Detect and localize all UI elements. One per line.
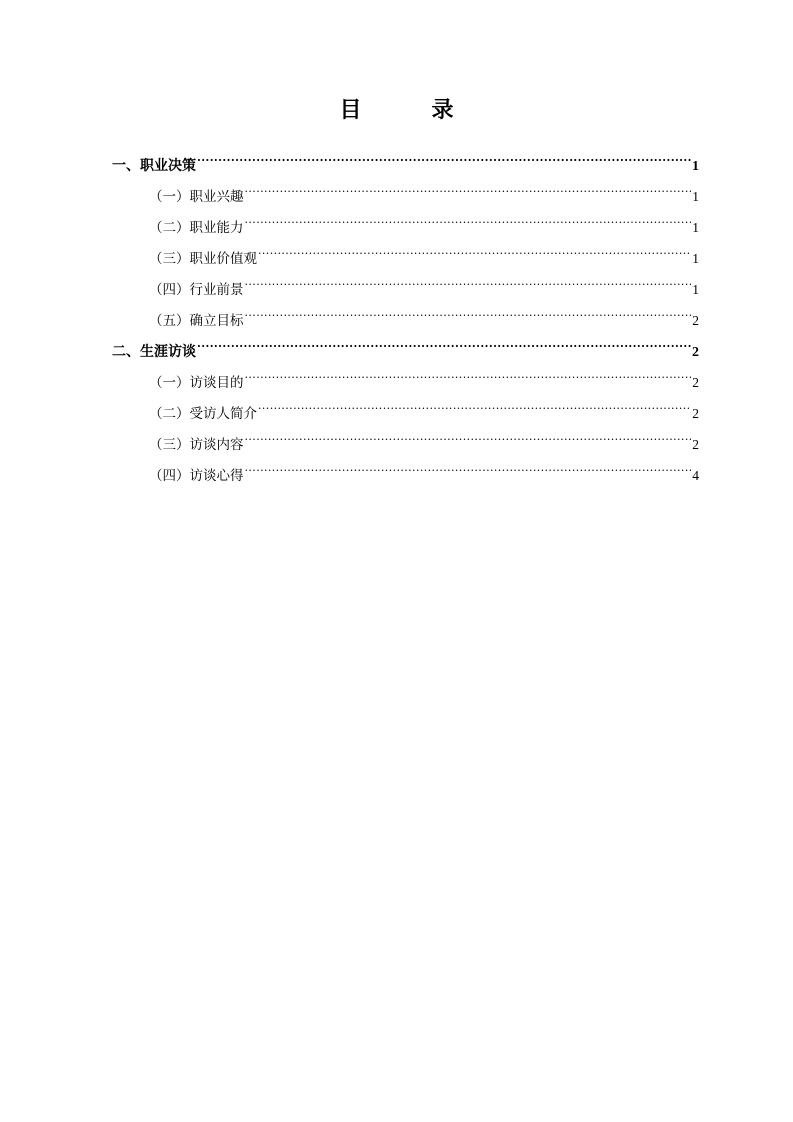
- toc-title: 目 录: [339, 97, 478, 123]
- toc-entry-label: （四）访谈心得: [149, 468, 244, 484]
- toc-entry-page: 2: [692, 375, 699, 390]
- toc-entry-page: 1: [692, 282, 699, 297]
- toc-entry[interactable]: [112, 325, 699, 360]
- toc-leader-dots: [245, 294, 692, 325]
- toc-leader-dots: [245, 418, 692, 449]
- toc-list: [112, 139, 699, 484]
- toc-entry-page: 4: [692, 468, 699, 483]
- toc-entry-label: （二）职业能力: [149, 220, 244, 236]
- toc-entry-page: 2: [692, 406, 699, 421]
- toc-entry-label: （四）行业前景: [149, 282, 244, 298]
- toc-entry-page: 1: [692, 220, 699, 235]
- toc-entry-page: 1: [692, 189, 699, 204]
- toc-entry-label: （三）访谈内容: [149, 437, 244, 453]
- toc-entry-label: 一、职业决策: [112, 158, 196, 174]
- toc-leader-dots: [258, 232, 691, 263]
- toc-leader-dots: [245, 201, 692, 232]
- toc-entry-label: （一）职业兴趣: [149, 189, 244, 205]
- toc-entry[interactable]: [112, 356, 699, 391]
- toc-leader-dots: [258, 387, 691, 418]
- toc-leader-dots: [197, 325, 691, 356]
- toc-entry-page: 2: [692, 437, 699, 452]
- toc-entry-page: 2: [692, 313, 699, 328]
- toc-entry-label: （一）访谈目的: [149, 375, 244, 391]
- toc-leader-dots: [245, 449, 692, 480]
- toc-entry-label: 二、生涯访谈: [112, 344, 196, 360]
- toc-entry[interactable]: [112, 139, 699, 174]
- toc-leader-dots: [197, 139, 691, 170]
- toc-leader-dots: [245, 170, 692, 201]
- toc-entry[interactable]: [112, 170, 699, 205]
- toc-entry-page: 1: [692, 251, 699, 266]
- toc-leader-dots: [245, 263, 692, 294]
- toc-entry-label: （三）职业价值观: [149, 251, 257, 267]
- toc-entry-page: 1: [692, 159, 699, 174]
- toc-entry-label: （五）确立目标: [149, 313, 244, 329]
- toc-entry-label: （二）受访人简介: [149, 406, 257, 422]
- toc-leader-dots: [245, 356, 692, 387]
- toc-entry-page: 2: [692, 345, 699, 360]
